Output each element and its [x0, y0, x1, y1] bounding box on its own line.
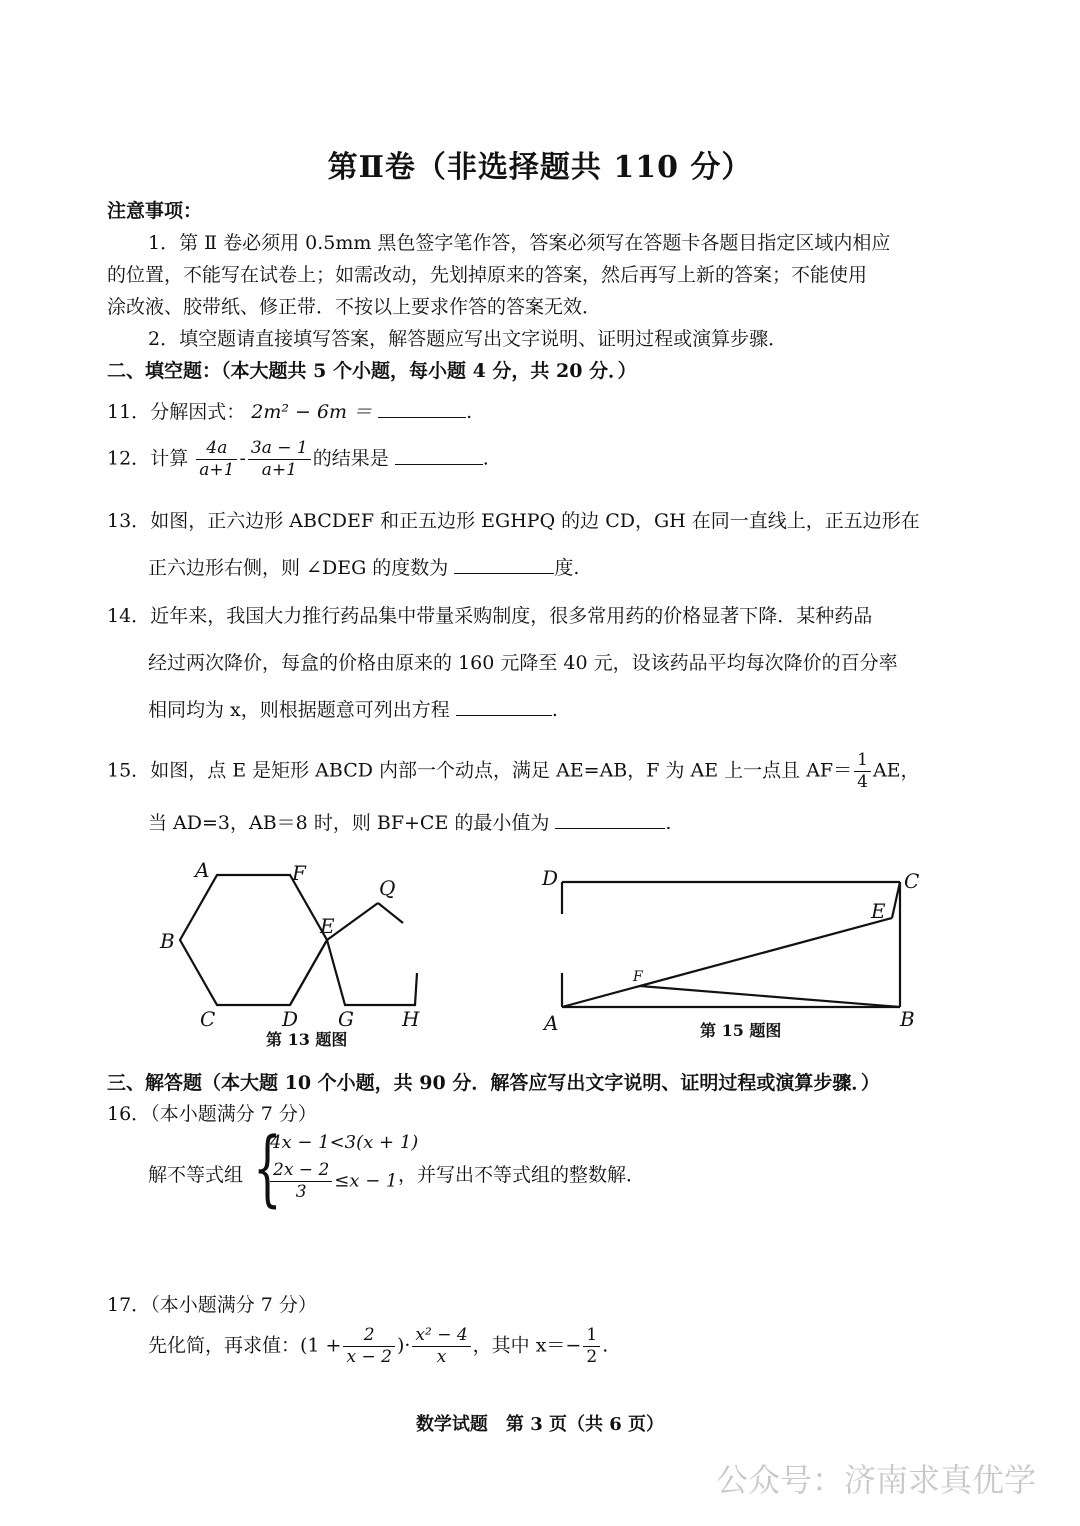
fig15-label-f: F — [633, 969, 643, 985]
q15-line2 — [148, 808, 671, 835]
figure-13 — [150, 855, 450, 1055]
q17-score: （本小题满分 7 分） — [150, 1294, 317, 1316]
notice-item1-line3: 涂改液、胶带纸、修正带．不按以上要求作答的答案无效． — [107, 296, 602, 318]
fig13-label-e: E — [320, 914, 335, 938]
q14-end: . — [551, 699, 558, 721]
q12-answer-blank[interactable] — [395, 446, 483, 465]
q15-frac-num: 1 — [854, 750, 871, 772]
q17-f2-num: x² − 4 — [412, 1325, 470, 1347]
q16-ineq2-num: 2x − 2 — [270, 1160, 332, 1182]
q17-post: ，其中 x＝− — [472, 1334, 582, 1357]
fig15-label-c: C — [904, 869, 920, 893]
q12-fraction-2 — [248, 438, 311, 481]
q17-f1-den: x − 2 — [346, 1347, 392, 1367]
q17-fraction-2 — [412, 1325, 470, 1368]
question-12 — [107, 438, 489, 481]
q16-header — [107, 1099, 317, 1126]
q16-score: （本小题满分 7 分） — [150, 1103, 317, 1125]
q15-answer-blank[interactable] — [555, 810, 665, 829]
q16-inequality-2 — [268, 1160, 398, 1203]
fig15-label-b: B — [900, 1007, 915, 1031]
segment-ce — [892, 882, 900, 918]
q13-answer-blank[interactable] — [454, 555, 554, 574]
q17-f2-den: x — [436, 1347, 447, 1367]
q16-pre: 解不等式组 — [148, 1164, 244, 1186]
q12-number: 12． — [107, 447, 151, 470]
q12-end: . — [482, 447, 489, 470]
segment-bf — [640, 986, 900, 1007]
q11-text: 分解因式： — [150, 401, 246, 423]
fig13-label-g: G — [338, 1007, 354, 1031]
q17-expression — [148, 1325, 608, 1368]
q15-end: . — [665, 812, 672, 834]
fig13-label-f: F — [292, 861, 306, 885]
q14-line2: 经过两次降价，每盒的价格由原来的 160 元降至 40 元，设该药品平均每次降价的百分率 — [148, 652, 898, 674]
fig15-label-e: E — [871, 899, 886, 923]
fig13-label-h: H — [402, 1007, 420, 1031]
q12-f2-den: a+1 — [261, 460, 297, 480]
q13-line1 — [107, 506, 920, 533]
q14-text-line3: 相同均为 x，则根据题意可列出方程 — [148, 699, 450, 721]
q15-fraction — [854, 750, 871, 793]
pentagon-egh — [327, 940, 417, 1005]
q13-text-line1: 如图，正六边形 ABCDEF 和正五边形 EGHPQ 的边 CD，GH 在同一直线上，正五边形在 — [150, 510, 920, 532]
notice-item1-line2: 的位置，不能写在试卷上；如需改动，先划掉原来的答案，然后再写上新的答案；不能使用 — [107, 264, 868, 286]
figure-15 — [530, 860, 940, 1050]
fig15-label-d: D — [542, 866, 559, 890]
fig15-caption: 第 15 题图 — [700, 1021, 782, 1040]
q15-frac-den: 4 — [857, 772, 868, 792]
fig13-label-c: C — [200, 1007, 216, 1031]
fig13-label-d: D — [282, 1007, 299, 1031]
page-footer: 数学试题 第 3 页（共 6 页） — [415, 1414, 665, 1435]
q13-number: 13． — [107, 510, 151, 532]
q12-fraction-1 — [196, 438, 237, 481]
q16-number: 16． — [107, 1103, 151, 1125]
notice-heading: 注意事项： — [107, 200, 203, 222]
section3-heading: 三、解答题（本大题 10 个小题，共 90 分．解答应写出文字说明、证明过程或演算步骤．） — [107, 1072, 880, 1094]
q14-number: 14． — [107, 605, 151, 627]
q17-pre: 先化简，再求值：(1 + — [148, 1334, 342, 1357]
q17-fraction-3 — [583, 1325, 600, 1368]
section2-heading: 二、填空题：（本大题共 5 个小题，每小题 4 分，共 20 分．） — [107, 360, 637, 382]
notice-item1-line1: 1．第 Ⅱ 卷必须用 0.5mm 黑色签字笔作答，答案必须写在答题卡各题目指定区域内相应 — [148, 232, 891, 254]
notice-item2: 2．填空题请直接填写答案，解答题应写出文字说明、证明过程或演算步骤． — [148, 328, 788, 350]
q15-text-line2: 当 AD=3，AB＝8 时，则 BF+CE 的最小值为 — [148, 812, 550, 834]
q15-number: 15． — [107, 759, 151, 782]
q11-number: 11． — [107, 401, 151, 423]
q17-mid: )· — [396, 1334, 411, 1357]
segment-eq — [327, 903, 378, 940]
hexagon-abcdef — [180, 875, 327, 1005]
q12-f1-den: a+1 — [199, 460, 235, 480]
q11-expression: 2m² − 6m ＝ — [251, 401, 373, 423]
question-11 — [107, 397, 472, 424]
q12-f2-num: 3a − 1 — [248, 438, 311, 460]
segment-q-tail — [378, 903, 403, 923]
q12-pre: 计算 — [150, 447, 189, 470]
q17-f3-num: 1 — [583, 1325, 600, 1347]
q16-inequality-1: 4x − 1<3(x + 1) — [270, 1132, 419, 1153]
q13-text-line2: 正六边形右侧，则 ∠DEG 的度数为 — [148, 557, 449, 579]
q15-line1-end: AE， — [872, 759, 920, 782]
watermark: 公众号：济南求真优学 — [715, 1461, 1036, 1499]
q17-header — [107, 1290, 317, 1317]
q11-answer-blank[interactable] — [378, 399, 466, 418]
segment-de — [290, 940, 327, 1005]
q12-f1-num: 4a — [196, 438, 237, 460]
q17-number: 17． — [107, 1294, 151, 1316]
q16-post: ，并写出不等式组的整数解． — [398, 1164, 646, 1186]
q11-end: . — [466, 401, 473, 423]
q17-f1-num: 2 — [343, 1325, 394, 1347]
fig15-label-a: A — [544, 1011, 559, 1035]
q14-answer-blank[interactable] — [456, 697, 552, 716]
q17-end: . — [602, 1334, 609, 1357]
fig13-label-b: B — [160, 929, 175, 953]
page-title: 第Ⅱ卷（非选择题共 110 分） — [327, 150, 753, 185]
q17-fraction-1 — [343, 1325, 394, 1368]
q15-text-line1: 如图，点 E 是矩形 ABCD 内部一个动点，满足 AE=AB，F 为 AE 上一点且 AF＝ — [150, 759, 853, 782]
q14-line3 — [148, 695, 558, 722]
q13-line2 — [148, 553, 579, 580]
q16-ineq2-den: 3 — [295, 1182, 307, 1202]
q14-text-line1: 近年来，我国大力推行药品集中带量采购制度，很多常用药的价格显著下降．某种药品 — [150, 605, 873, 627]
q12-post: 的结果是 — [312, 447, 389, 470]
q16-brace: { — [253, 1121, 282, 1216]
q16-ineq2-rest: ≤x − 1 — [334, 1170, 398, 1192]
fig13-label-a: A — [195, 858, 210, 882]
q14-line1 — [107, 601, 872, 628]
q16-ineq2-fraction — [270, 1160, 332, 1203]
fig13-caption: 第 13 题图 — [266, 1030, 348, 1049]
q12-minus: - — [239, 447, 246, 470]
q13-end: 度. — [554, 557, 580, 579]
fig13-label-q: Q — [379, 876, 396, 900]
q17-f3-den: 2 — [586, 1347, 598, 1367]
q15-line1 — [107, 750, 920, 793]
